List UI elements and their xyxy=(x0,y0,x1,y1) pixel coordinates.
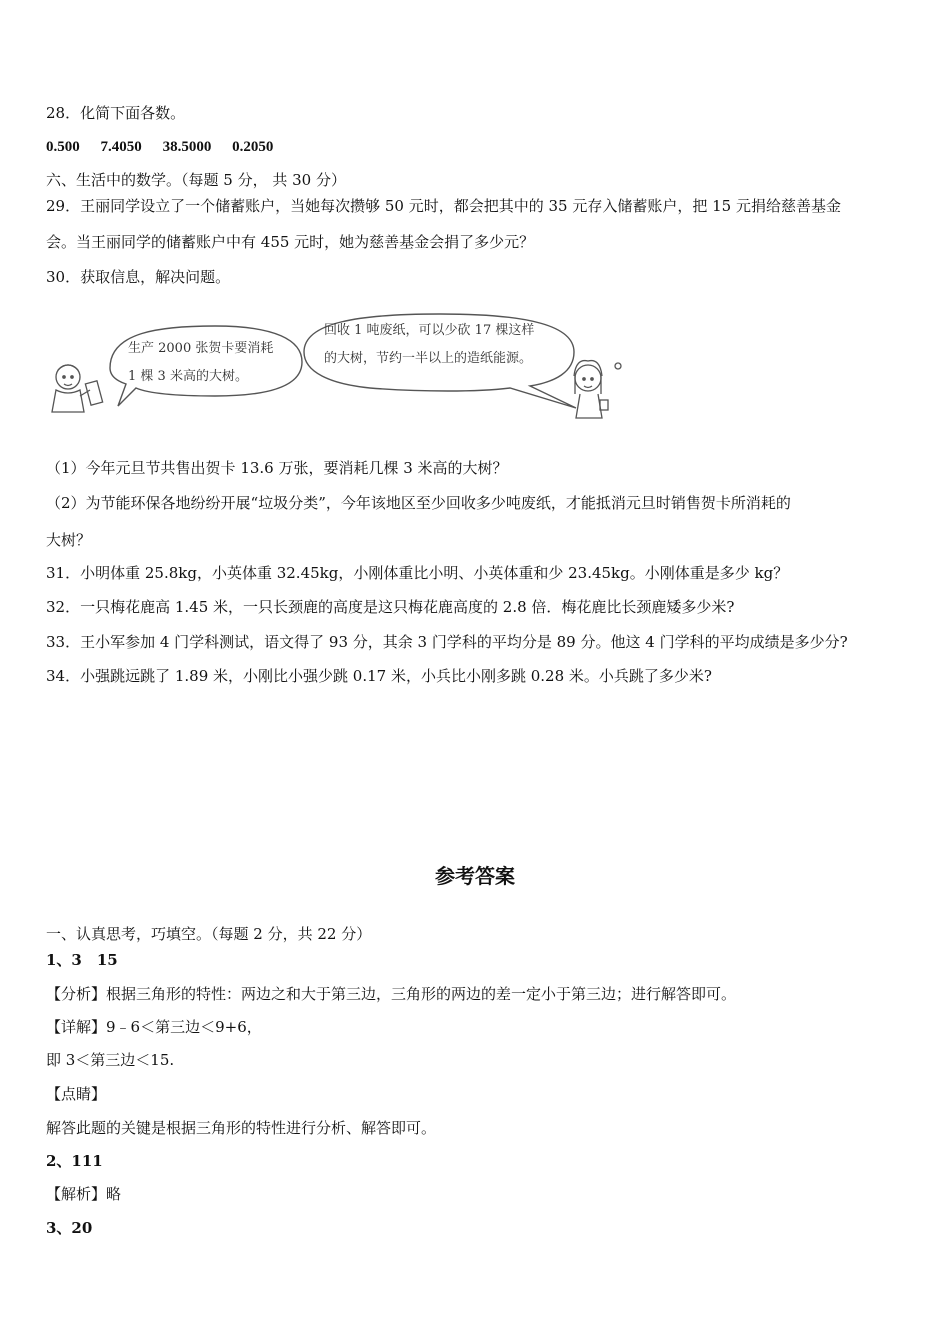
q28-number: 0.2050 xyxy=(232,139,274,155)
q30-sub2-line1: （2）为节能环保各地纷纷开展“垃圾分类”，今年该地区至少回收多少吨废纸，才能抵消元旦时销售贺卡所消耗的 xyxy=(46,494,791,512)
bubble-left-line: 生产 2000 张贺卡要消耗 xyxy=(128,341,274,356)
q30-sub2-line2: 大树？ xyxy=(46,531,92,549)
answer-1: 1、3 15 xyxy=(46,951,118,969)
answer-1-tip-label: 【点睛】 xyxy=(46,1085,107,1103)
answer-1-analysis: 【分析】根据三角形的特性：两边之和大于第三边，三角形的两边的差一定小于第三边；进行解答即可。 xyxy=(46,985,737,1003)
q30-illustration xyxy=(40,300,640,430)
section6-heading: 六、生活中的数学。（每题 5 分， 共 30 分） xyxy=(46,171,346,189)
answers-title: 参考答案 xyxy=(435,864,515,888)
q29-line2: 会。当王丽同学的储蓄账户中有 455 元时，她为慈善基金会捐了多少元？ xyxy=(46,233,535,251)
q29-line1: 29．王丽同学设立了一个储蓄账户，当她每次攒够 50 元时，都会把其中的 35 元存入储蓄账户，把 15 元捐给慈善基金 xyxy=(46,197,841,215)
answers-section1: 一、认真思考，巧填空。（每题 2 分，共 22 分） xyxy=(46,925,372,943)
q30-sub1: （1）今年元旦节共售出贺卡 13.6 万张，要消耗几棵 3 米高的大树？ xyxy=(46,459,508,477)
bubble-right-line: 回收 1 吨废纸，可以少砍 17 棵这样 xyxy=(324,323,535,338)
bubble-left xyxy=(110,326,302,406)
q30-label: 30．获取信息，解决问题。 xyxy=(46,268,231,286)
answer-2-analysis: 【解析】略 xyxy=(46,1185,122,1203)
q32: 32．一只梅花鹿高 1.45 米，一只长颈鹿的高度是这只梅花鹿高度的 2.8 倍．梅花鹿比长颈鹿矮多少米? xyxy=(46,598,735,616)
answer-1-detail: 【详解】9﹣6＜第三边＜9+6， xyxy=(46,1018,262,1036)
answer-1-result: 即 3＜第三边＜15. xyxy=(46,1051,175,1069)
bubble-right xyxy=(304,314,576,408)
q28-number: 0.500 xyxy=(46,139,80,155)
bubble-left-line: 1 棵 3 米高的大树。 xyxy=(128,369,248,384)
q28-label: 28．化简下面各数。 xyxy=(46,104,186,122)
answer-3: 3、20 xyxy=(46,1219,93,1237)
bubble-right-line: 的大树，节约一半以上的造纸能源。 xyxy=(324,351,533,366)
q31: 31．小明体重 25.8kg，小英体重 32.45kg，小刚体重比小明、小英体重和少 23.45kg。小刚体重是多少 kg？ xyxy=(46,564,789,582)
q28-numbers xyxy=(46,136,289,157)
q34: 34．小强跳远跳了 1.89 米，小刚比小强少跳 0.17 米，小兵比小刚多跳 0.28 米。小兵跳了多少米? xyxy=(46,667,712,685)
answer-1-tip: 解答此题的关键是根据三角形的特性进行分析、解答即可。 xyxy=(46,1119,437,1137)
boy-figure xyxy=(52,365,103,412)
q28-number: 38.5000 xyxy=(162,139,212,155)
q28-number: 7.4050 xyxy=(100,139,142,155)
q33: 33．王小军参加 4 门学科测试，语文得了 93 分，其余 3 门学科的平均分是 89 分。他这 4 门学科的平均成绩是多少分? xyxy=(46,633,848,651)
girl-figure xyxy=(574,361,621,418)
answer-2: 2、111 xyxy=(46,1152,103,1170)
